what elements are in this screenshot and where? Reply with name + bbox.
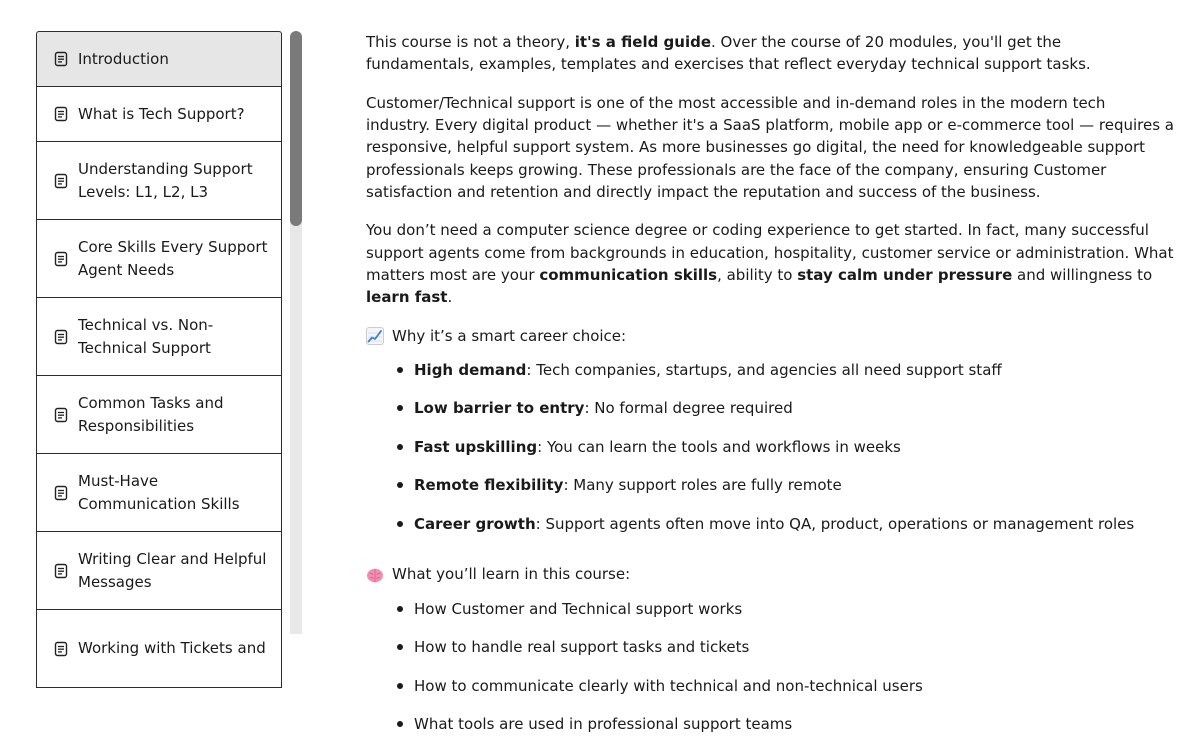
intro-paragraph-3: You don’t need a computer science degree or coding experience to get started. In fact, many successful support agents come from backgrounds in education, hospitality, customer service or administration. What matters most are your communication skills, ability to stay calm under pressure and willingness to learn fast. (366, 221, 1174, 307)
document-icon (53, 173, 69, 189)
sidebar-item-introduction[interactable] (36, 31, 282, 87)
sidebar-item-label: Common Tasks and Responsibilities (78, 394, 224, 435)
document-icon (53, 251, 69, 267)
document-icon (53, 329, 69, 345)
sidebar-item-core-skills[interactable] (36, 220, 282, 298)
document-icon (53, 407, 69, 423)
document-icon (53, 641, 69, 657)
intro-paragraph-1: This course is not a theory, it's a field guide. Over the course of 20 modules, you'll get the fundamentals, examples, templates and exercises that reflect everyday technical support tasks. (366, 33, 1091, 74)
sidebar-item-support-levels[interactable] (36, 142, 282, 220)
sidebar-item-technical-vs-non-technical[interactable] (36, 298, 282, 376)
sidebar-item-label: Understanding Support Levels: L1, L2, L3 (78, 160, 253, 201)
learn-list (366, 598, 1174, 752)
sidebar-item-common-tasks[interactable] (36, 376, 282, 454)
learn-heading (366, 563, 1174, 585)
document-icon (53, 106, 69, 122)
lesson-content (366, 31, 1174, 734)
list-item: Fast upskilling: You can learn the tools and workflows in weeks (366, 436, 1174, 475)
sidebar-item-label: Writing Clear and Helpful Messages (78, 550, 267, 591)
document-icon (53, 485, 69, 501)
chart-increasing-icon (366, 327, 384, 345)
intro-paragraph-2: Customer/Technical support is one of the most accessible and in-demand roles in the modern tech industry. Every digital product — whether it's a SaaS platform, mobile app or e-commerce tool — requires a responsive, helpful support system. As more businesses go digital, the need for knowledgeable support professionals keeps growing. These professionals are the face of the company, ensuring Customer satisfaction and retention and directly impact the reputation and success of the business. (366, 93, 1174, 201)
sidebar-item-label: Introduction (78, 49, 169, 68)
list-item: How to communicate clearly with technical and non-technical users (366, 675, 1174, 714)
list-item: Career growth: Support agents often move into QA, product, operations or management roles (366, 513, 1174, 552)
sidebar-item-communication-skills[interactable] (36, 454, 282, 532)
brain-icon (366, 566, 384, 584)
why-list (366, 359, 1174, 552)
sidebar-item-label: Working with Tickets and (78, 639, 266, 658)
lesson-sidebar (36, 31, 282, 658)
sidebar-item-label: Technical vs. Non-Technical Support (78, 316, 214, 357)
sidebar-item-label: What is Tech Support? (78, 104, 245, 123)
list-item: What tools are used in professional support teams (366, 713, 1174, 752)
sidebar-item-label: Must-Have Communication Skills (78, 472, 240, 513)
sidebar-scrollbar-thumb[interactable] (290, 31, 302, 226)
sidebar-item-label: Core Skills Every Support Agent Needs (78, 238, 268, 279)
list-item: How to handle real support tasks and tickets (366, 636, 1174, 675)
list-item: Remote flexibility: Many support roles are fully remote (366, 474, 1174, 513)
sidebar-scrollbar[interactable] (290, 31, 302, 634)
sidebar-item-working-with-tickets[interactable] (36, 610, 282, 688)
list-item: High demand: Tech companies, startups, and agencies all need support staff (366, 359, 1174, 398)
sidebar-item-what-is-tech-support[interactable] (36, 87, 282, 142)
list-item: How Customer and Technical support works (366, 598, 1174, 637)
document-icon (53, 51, 69, 67)
why-heading-text: Why it’s a smart career choice: (392, 326, 627, 345)
list-item: Low barrier to entry: No formal degree required (366, 397, 1174, 436)
sidebar-item-writing-messages[interactable] (36, 532, 282, 610)
learn-heading-text: What you’ll learn in this course: (392, 565, 631, 584)
why-heading (366, 325, 1174, 347)
document-icon (53, 563, 69, 579)
